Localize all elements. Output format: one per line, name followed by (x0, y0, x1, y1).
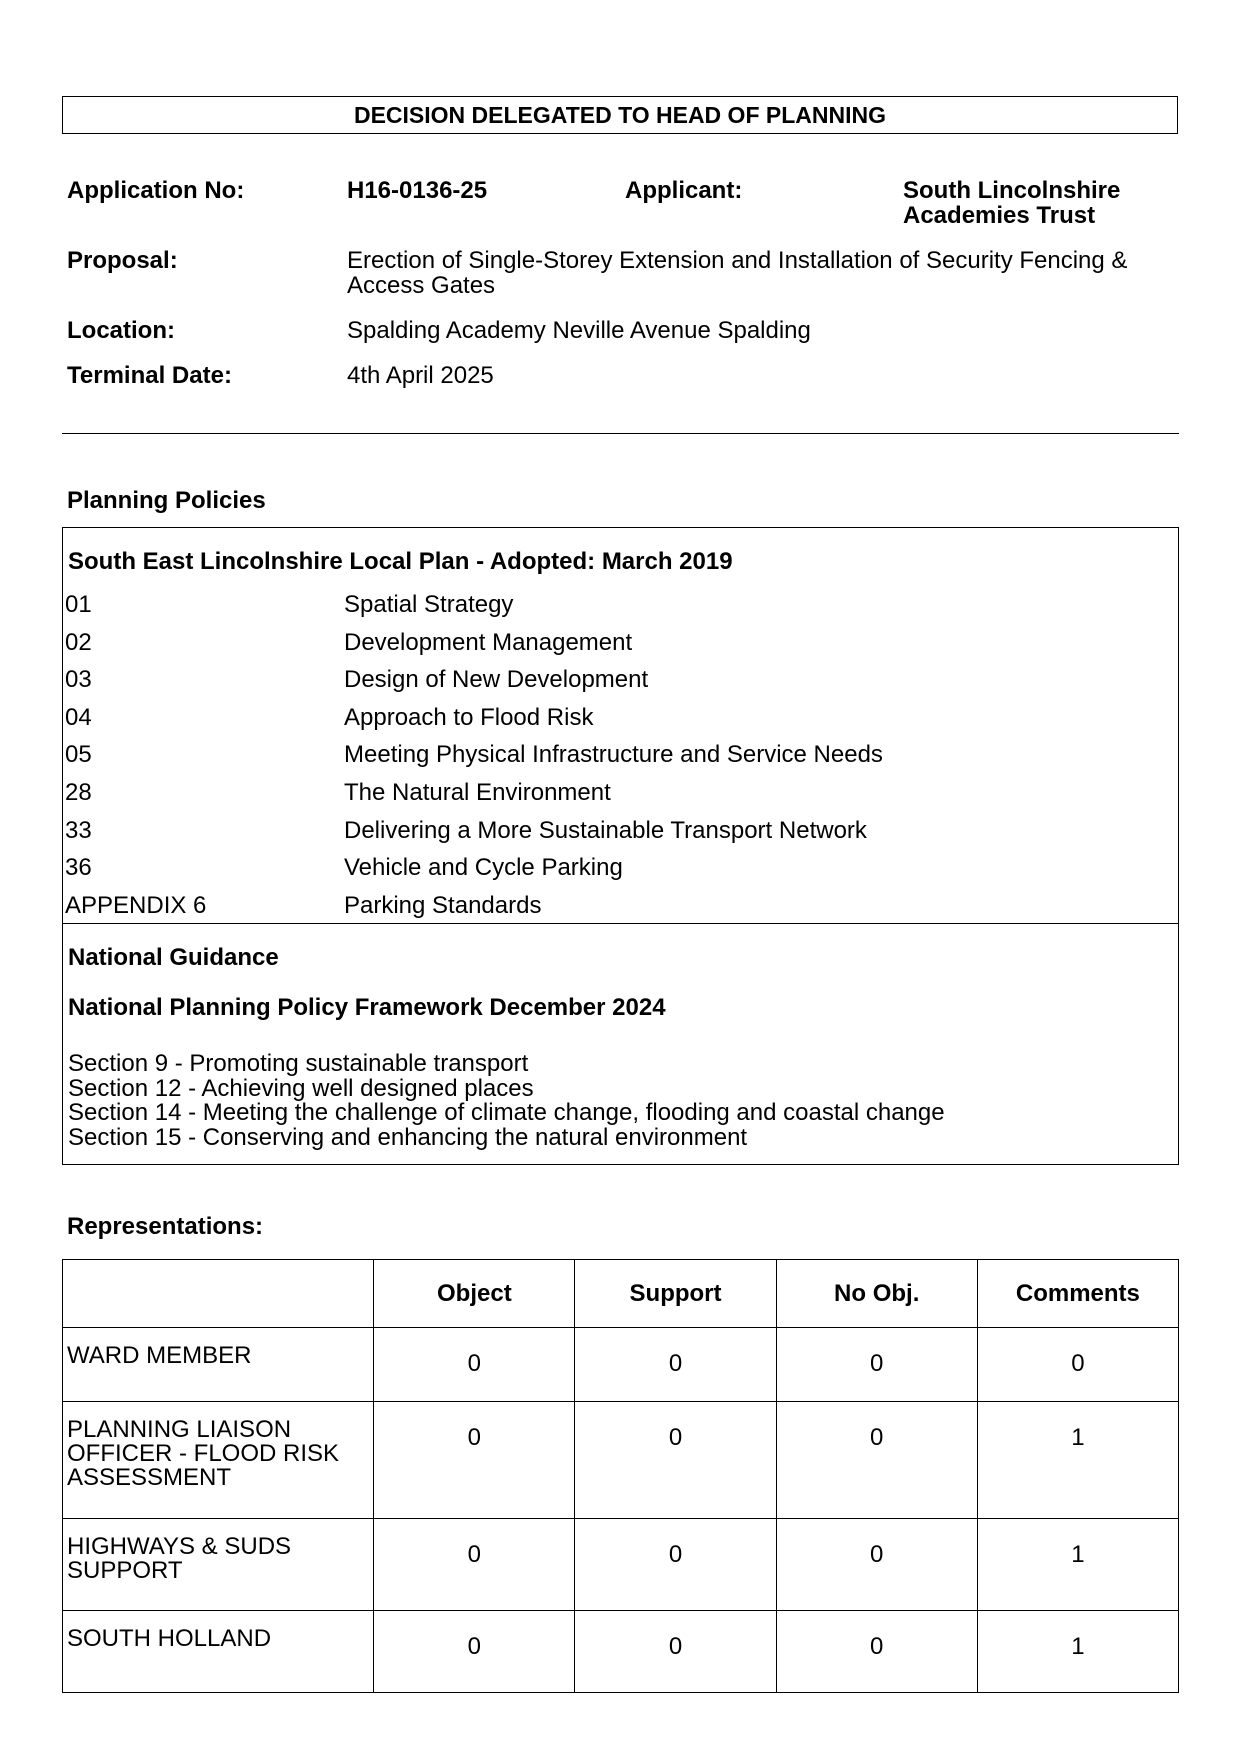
object-count: 0 (374, 1519, 575, 1611)
table-row (63, 1611, 1179, 1693)
table-row (63, 1402, 1179, 1519)
policy-list (65, 591, 1175, 929)
location-label: Location: (67, 317, 175, 344)
policy-name: Delivering a More Sustainable Transport Network (344, 816, 867, 844)
policy-row (65, 817, 1175, 855)
location-value: Spalding Academy Neville Avenue Spalding (347, 317, 811, 344)
nppf-title: National Planning Policy Framework December 2024 (68, 994, 666, 1021)
no-obj-count: 0 (776, 1611, 977, 1693)
planning-policies-heading: Planning Policies (67, 487, 266, 514)
proposal-value: Erection of Single-Storey Extension and Installation of Security Fencing & Access Gates (347, 247, 1128, 299)
column-header: Support (575, 1260, 776, 1328)
support-count: 0 (575, 1328, 776, 1402)
terminal-date-label: Terminal Date: (67, 362, 232, 389)
policy-code: 04 (65, 703, 92, 731)
policy-divider (63, 923, 1178, 924)
local-plan-title: South East Lincolnshire Local Plan - Adopted: March 2019 (68, 548, 733, 575)
terminal-date-row (67, 363, 1177, 388)
consultee-name: HIGHWAYS & SUDS SUPPORT (63, 1519, 374, 1611)
applicant-value: South Lincolnshire Academies Trust (903, 177, 1121, 229)
policy-name: Approach to Flood Risk (344, 703, 594, 731)
policy-name: The Natural Environment (344, 778, 611, 806)
support-count: 0 (575, 1611, 776, 1693)
no-obj-count: 0 (776, 1328, 977, 1402)
policy-name: Vehicle and Cycle Parking (344, 854, 623, 882)
planning-policies-box (62, 527, 1179, 1165)
nppf-section-line: Section 14 - Meeting the challenge of climate change, flooding and coastal change (68, 1099, 945, 1126)
comments-count: 1 (977, 1519, 1178, 1611)
policy-row (65, 591, 1175, 629)
proposal-row (67, 248, 1177, 298)
policy-row (65, 779, 1175, 817)
national-guidance-heading: National Guidance (68, 944, 279, 971)
policy-name: Development Management (344, 628, 633, 656)
column-header: Object (374, 1260, 575, 1328)
policy-code: 33 (65, 816, 92, 844)
policy-code: 28 (65, 778, 92, 806)
consultee-name: PLANNING LIAISON OFFICER - FLOOD RISK ASSESSMENT (63, 1402, 374, 1519)
representations-table (62, 1259, 1179, 1693)
object-count: 0 (374, 1402, 575, 1519)
no-obj-count: 0 (776, 1519, 977, 1611)
policy-name: Parking Standards (344, 891, 542, 919)
policy-name: Meeting Physical Infrastructure and Service Needs (344, 741, 883, 769)
support-count: 0 (575, 1519, 776, 1611)
policy-name: Design of New Development (344, 666, 649, 694)
policy-code: 02 (65, 628, 92, 656)
page-title: DECISION DELEGATED TO HEAD OF PLANNING (62, 96, 1178, 134)
column-header: No Obj. (776, 1260, 977, 1328)
application-no-label: Application No: (67, 177, 245, 204)
proposal-label: Proposal: (67, 247, 178, 274)
policy-row (65, 854, 1175, 892)
policy-code: 03 (65, 666, 92, 694)
comments-count: 1 (977, 1611, 1178, 1693)
policy-code: 01 (65, 591, 92, 618)
representations-heading: Representations: (67, 1213, 264, 1240)
table-row (63, 1328, 1179, 1402)
policy-code: 36 (65, 854, 92, 882)
nppf-section-line: Section 9 - Promoting sustainable transport (68, 1050, 529, 1077)
location-row (67, 318, 1177, 343)
object-count: 0 (374, 1611, 575, 1693)
consultee-name: SOUTH HOLLAND (63, 1611, 374, 1693)
nppf-section-line: Section 12 - Achieving well designed places (68, 1074, 534, 1102)
no-obj-count: 0 (776, 1402, 977, 1519)
comments-count: 0 (977, 1328, 1178, 1402)
policy-row (65, 629, 1175, 667)
nppf-sections (68, 1052, 945, 1150)
applicant-label: Applicant: (625, 177, 743, 204)
policy-code: 05 (65, 741, 92, 769)
application-row (67, 178, 1177, 228)
nppf-section-line: Section 15 - Conserving and enhancing the natural environment (68, 1123, 748, 1151)
application-no-value: H16-0136-25 (347, 177, 488, 204)
support-count: 0 (575, 1402, 776, 1519)
table-header-row (63, 1260, 1179, 1328)
divider (62, 433, 1179, 434)
column-header (63, 1260, 374, 1328)
policy-name: Spatial Strategy (344, 591, 514, 618)
consultee-name: WARD MEMBER (63, 1328, 374, 1402)
comments-count: 1 (977, 1402, 1178, 1519)
policy-row (65, 704, 1175, 742)
policy-row (65, 741, 1175, 779)
object-count: 0 (374, 1328, 575, 1402)
column-header: Comments (977, 1260, 1178, 1328)
policy-row (65, 666, 1175, 704)
policy-code: APPENDIX 6 (65, 891, 207, 919)
table-row (63, 1519, 1179, 1611)
terminal-date-value: 4th April 2025 (347, 362, 494, 389)
application-details (67, 178, 1177, 408)
